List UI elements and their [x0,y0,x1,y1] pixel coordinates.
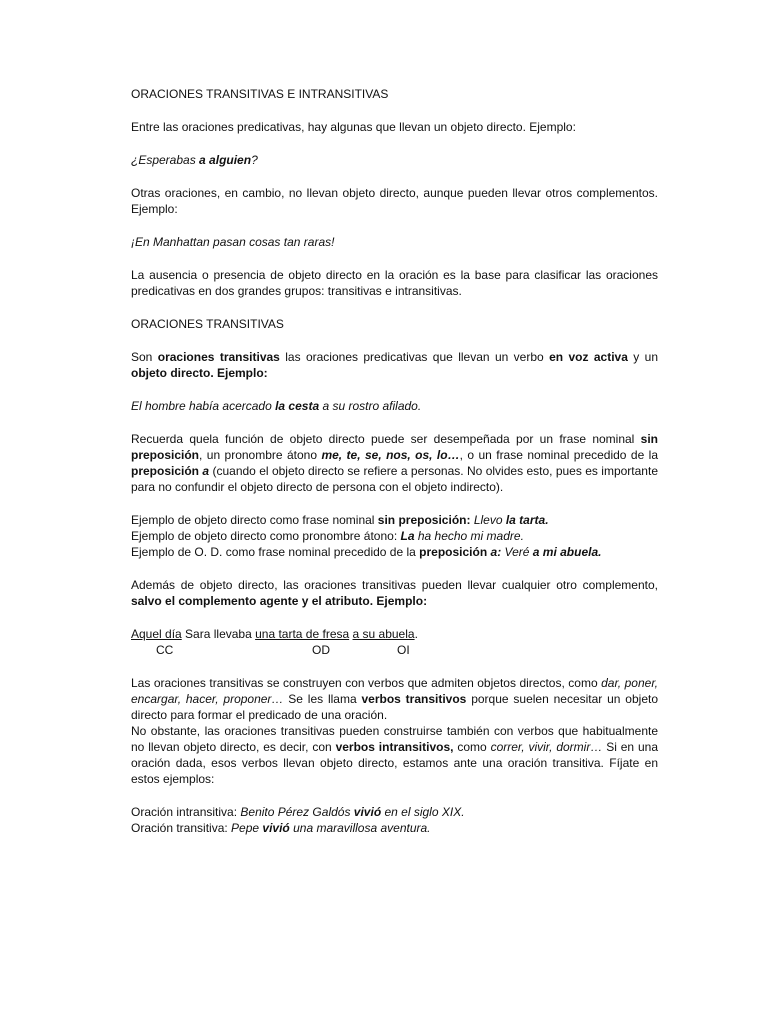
text-run: como [453,740,491,754]
text-run: Oración transitiva: [131,821,232,835]
example-text: Pepe [231,821,263,835]
bold-term: sin preposición [131,432,658,462]
paragraph-definition [131,349,658,381]
text-run: No obstante, las oraciones transitivas pueden construirse también con verbos que habitualmente no llevan objeto directo, es decir, con [131,724,658,754]
paragraph-other-complements [131,577,658,609]
example-text: Llevo [470,513,506,527]
text-run: (cuando el objeto directo se refiere a personas. No olvides esto, pues es importante para no confundir el objeto directo de persona con el objeto indirecto). [131,464,658,494]
example-text: El hombre había acercado [131,399,276,413]
example-direct-object: la tarta. [505,513,549,527]
example-text: dar, poner, encargar, hacer, proponer… [131,676,658,706]
text-run: Oración intransitiva: [131,805,241,819]
example-line-pronombre [131,528,658,544]
example-direct-object: a mi abuela. [532,545,602,559]
text-run: Ejemplo de O. D. como frase nominal precedido de la [131,545,420,559]
example-analysis-sentence [131,626,658,642]
bold-term: sin preposición: [377,513,471,527]
example-line-transitiva [131,820,658,836]
example-text: ¿Esperabas [131,153,200,167]
bold-term: salvo el complemento agente y el atributo [131,594,370,608]
text-run: , un pronombre átono [199,448,322,462]
text-run: y un [627,350,659,364]
example-text-end: ? [251,153,258,167]
bold-term: verbos intransitivos, [335,740,454,754]
text-run: Además de objeto directo, las oraciones transitivas pueden llevar cualquier otro complemento, [131,578,658,592]
example-direct-object: La [400,529,415,543]
example-verb: vivió [262,821,290,835]
bold-term: objeto directo. Ejemplo: [131,366,268,380]
paragraph-classification: La ausencia o presencia de objeto directo en la oración es la base para clasificar las oraciones predicativas en dos grandes grupos: transitivas e intransitivas. [131,268,658,298]
text-run: porque suelen necesitar un objeto directo para formar el predicado de una oración. [131,692,658,722]
document-body [131,86,658,836]
text-run: las oraciones predicativas que llevan un verbo [279,350,550,364]
bold-term: . Ejemplo: [369,594,428,608]
text-run: Ejemplo de objeto directo como pronombre átono: [131,529,401,543]
bold-italic-term: me, te, se, nos, os, lo… [321,448,460,462]
example-cesta [131,398,658,414]
label-cc: CC [156,643,174,657]
analysis-labels [131,642,658,658]
text-run: Son [131,350,158,364]
example-text-end: a su rostro afilado. [319,399,422,413]
paragraph-transitive-verbs [131,675,658,723]
bold-italic-term: a [202,464,210,478]
bold-term: preposición [131,464,200,478]
text-run: . [414,627,418,641]
example-line-intransitiva [131,804,658,820]
label-oi: OI [397,643,410,657]
text-run: Las oraciones transitivas se construyen con verbos que admiten objetos directos, como [131,676,602,690]
example-intransitive [131,234,658,250]
example-line-sin-preposicion [131,512,658,528]
underlined-cc: Aquel día [131,627,182,641]
paragraph-intro: Entre las oraciones predicativas, hay algunas que llevan un objeto directo. Ejemplo: [131,120,576,134]
bold-term: preposición [419,545,488,559]
example-text: ¡En Manhattan pasan cosas tan raras! [131,235,335,249]
underlined-od: una tarta de fresa [255,627,350,641]
text-run: , o un frase nominal precedido de la [459,448,659,462]
paragraph-other-sentences: Otras oraciones, en cambio, no llevan objeto directo, aunque pueden llevar otros complementos. Ejemplo: [131,186,658,216]
bold-italic-term: a: [490,545,502,559]
example-transitive-question [131,152,658,168]
example-text: Veré [501,545,533,559]
bold-term: en voz activa [549,350,628,364]
text-run: Sara llevaba [181,627,256,641]
paragraph-intransitive-verbs [131,723,658,787]
label-od: OD [312,643,330,657]
example-verb: vivió [353,805,382,819]
example-direct-object: la cesta [275,399,320,413]
example-text: Benito Pérez Galdós [240,805,354,819]
example-text: una maravillosa aventura. [289,821,431,835]
paragraph-reminder [131,431,658,495]
bold-term: oraciones transitivas [157,350,280,364]
section-heading-transitivas: ORACIONES TRANSITIVAS [131,317,284,331]
text-run: Ejemplo de objeto directo como frase nominal [131,513,378,527]
text-run: Recuerda quela función de objeto directo puede ser desempeñada por un frase nominal [131,432,641,446]
example-text: correr, vivir, dormir… [490,740,603,754]
text-run: Se les llama [283,692,362,706]
document-title: ORACIONES TRANSITIVAS E INTRANSITIVAS [131,87,389,101]
example-line-preposicion [131,544,658,560]
bold-term: verbos transitivos [361,692,467,706]
example-text: ha hecho mi madre. [414,529,524,543]
example-direct-object: a alguien [199,153,252,167]
underlined-oi: a su abuela [352,627,415,641]
example-text: en el siglo XIX. [381,805,465,819]
text-run: Si en una oración dada, esos verbos llevan objeto directo, estamos ante una oración transitiva. Fíjate en estos ejemplos: [131,740,659,786]
